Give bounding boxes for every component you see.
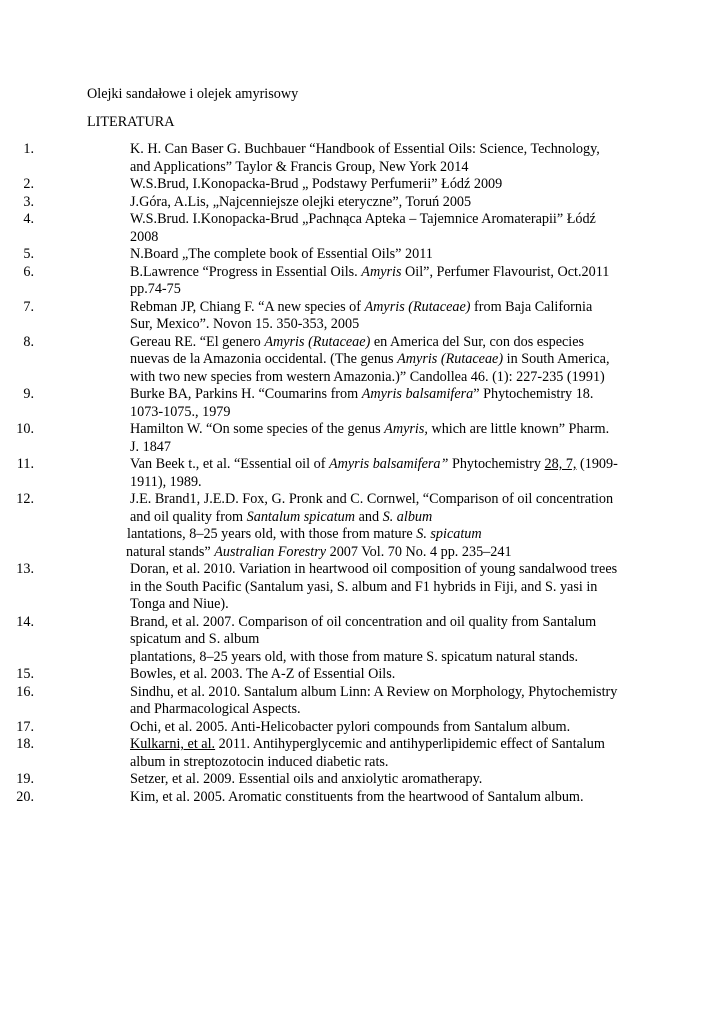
reference-number: 7. xyxy=(23,298,34,315)
reference-text: J. 1847 xyxy=(130,438,171,455)
species-name: Amyris, xyxy=(384,421,428,437)
reference-number: 2. xyxy=(23,176,34,192)
reference-text: from Baja California xyxy=(470,298,593,315)
reference-text: W.S.Brud. I.Konopacka-Brud „Pachnąca Apteka – Tajemnice Aromaterapii” Łódź xyxy=(130,211,596,227)
reference-text: ” Phytochemistry 18. xyxy=(473,386,594,402)
reference-number: 4. xyxy=(23,211,34,227)
reference-text: Setzer, et al. 2009. Essential oils and anxiolytic aromatherapy. xyxy=(130,771,483,787)
reference-line xyxy=(127,526,638,544)
reference-text: 1911), 1989. xyxy=(130,473,202,490)
species-name: S. album xyxy=(382,508,433,525)
reference-item xyxy=(0,771,638,789)
reference-text: and Applications” Taylor & Francis Group, New York 2014 xyxy=(130,158,469,175)
reference-item xyxy=(0,666,638,684)
reference-text: Tonga and Niue). xyxy=(130,596,229,612)
reference-line xyxy=(126,544,638,562)
reference-number: 15. xyxy=(16,666,34,682)
reference-item xyxy=(0,246,638,264)
reference-item xyxy=(0,299,638,334)
reference-item xyxy=(0,561,638,614)
reference-text: Rebman JP, Chiang F. “A new species of xyxy=(130,298,365,315)
reference-item xyxy=(0,684,638,719)
reference-text: in the South Pacific (Santalum yasi, S. album and F1 hybrids in Fiji, and S. yasi in xyxy=(130,578,598,595)
species-name: Amyris (Rutaceae) xyxy=(264,333,371,350)
reference-number: 12. xyxy=(16,491,34,507)
reference-text: spicatum and S. album xyxy=(130,631,260,647)
reference-text: J.E. Brand1, J.E.D. Fox, G. Pronk and C. Cornwel, “Comparison of oil concentration xyxy=(130,491,614,507)
reference-line xyxy=(130,421,638,439)
reference-number: 18. xyxy=(16,736,34,752)
reference-text: lantations, 8–25 years old, with those from mature xyxy=(127,526,417,542)
reference-number: 10. xyxy=(16,421,34,437)
reference-item xyxy=(0,211,638,246)
reference-text: Hamilton W. “On some species of the genus xyxy=(130,421,385,437)
reference-item xyxy=(0,141,638,176)
reference-item xyxy=(0,614,638,667)
reference-text: Sur, Mexico”. Novon 15. 350-353, 2005 xyxy=(130,316,360,332)
reference-item xyxy=(0,719,638,737)
document-title: Olejki sandałowe i olejek amyrisowy xyxy=(87,86,299,102)
reference-line xyxy=(130,299,638,317)
reference-text: W.S.Brud, I.Konopacka-Brud „ Podstawy Perfumerii” Łódź 2009 xyxy=(130,176,503,192)
reference-number: 6. xyxy=(23,263,34,280)
reference-number: 9. xyxy=(23,386,34,402)
species-name: Amyris balsamifera” xyxy=(328,456,449,472)
reference-item xyxy=(0,736,638,771)
reference-text: K. H. Can Baser G. Buchbauer “Handbook of Essential Oils: Science, Technology, xyxy=(130,141,600,157)
reference-text: Ochi, et al. 2005. Anti-Helicobacter pylori compounds from Santalum album. xyxy=(130,718,571,735)
reference-text: en America del Sur, con dos especies xyxy=(370,333,585,350)
reference-text: Phytochemistry xyxy=(448,456,545,472)
reference-item xyxy=(0,421,638,456)
reference-text: 2007 Vol. 70 No. 4 pp. 235–241 xyxy=(326,543,512,560)
reference-line xyxy=(130,456,638,474)
reference-line xyxy=(130,264,638,282)
section-heading: LITERATURA xyxy=(87,114,175,130)
reference-text: Gereau RE. “El genero xyxy=(130,333,265,350)
reference-text: in South America, xyxy=(503,351,610,367)
reference-line xyxy=(130,334,638,352)
reference-text: 2011. Antihyperglycemic and antihyperlipidemic effect of Santalum xyxy=(215,736,605,752)
reference-text: 2008 xyxy=(130,228,159,245)
volume-issue: 28, 7, xyxy=(544,456,577,472)
reference-number: 17. xyxy=(16,718,34,735)
reference-item xyxy=(0,789,638,807)
reference-text: N.Board „The complete book of Essential Oils” 2011 xyxy=(130,246,433,262)
reference-text: plantations, 8–25 years old, with those from mature S. spicatum natural stands. xyxy=(130,648,579,665)
reference-item xyxy=(0,456,638,491)
reference-number: 8. xyxy=(23,333,34,350)
reference-text: J.Góra, A.Lis, „Najcenniejsze olejki eteryczne”, Toruń 2005 xyxy=(130,193,472,210)
reference-text: and oil quality from xyxy=(130,508,247,525)
species-name: Amyris balsamifera xyxy=(361,386,474,402)
reference-item xyxy=(0,194,638,212)
reference-line xyxy=(130,386,638,404)
reference-number: 20. xyxy=(16,788,34,805)
reference-number: 13. xyxy=(16,561,34,577)
reference-text: B.Lawrence “Progress in Essential Oils. xyxy=(130,263,362,280)
reference-text: Burke BA, Parkins H. “Coumarins from xyxy=(130,386,362,402)
reference-text: Doran, et al. 2010. Variation in heartwood oil composition of young sandalwood trees xyxy=(130,561,618,577)
reference-text: (1909- xyxy=(576,456,618,472)
reference-text: album in streptozotocin induced diabetic rats. xyxy=(130,753,389,770)
reference-text: Kim, et al. 2005. Aromatic constituents from the heartwood of Santalum album. xyxy=(130,788,584,805)
reference-text: Bowles, et al. 2003. The A-Z of Essential Oils. xyxy=(130,666,396,682)
reference-item xyxy=(0,386,638,421)
reference-text: 1073-1075., 1979 xyxy=(130,403,231,420)
reference-line xyxy=(130,351,638,369)
reference-number: 3. xyxy=(23,193,34,210)
species-name: S. spicatum xyxy=(416,526,482,542)
author-link[interactable]: Kulkarni, et al. xyxy=(130,736,216,752)
reference-item xyxy=(0,334,638,387)
species-name: Santalum spicatum xyxy=(246,508,356,525)
reference-item xyxy=(0,264,638,299)
species-name: Amyris xyxy=(361,263,402,280)
journal-name: Australian Forestry xyxy=(214,543,327,560)
reference-text: pp.74-75 xyxy=(130,281,181,297)
reference-text: Oil”, Perfumer Flavourist, Oct.2011 xyxy=(401,263,610,280)
species-name: Amyris (Rutaceae) xyxy=(364,298,471,315)
reference-text: and Pharmacological Aspects. xyxy=(130,701,301,717)
reference-number: 1. xyxy=(23,141,34,157)
reference-text: Sindhu, et al. 2010. Santalum album Linn: A Review on Morphology, Phytochemistry xyxy=(130,683,618,700)
reference-number: 16. xyxy=(16,683,34,700)
reference-item xyxy=(0,491,638,561)
reference-number: 5. xyxy=(23,246,34,262)
reference-number: 14. xyxy=(16,613,34,630)
reference-text: Brand, et al. 2007. Comparison of oil concentration and oil quality from Santalum xyxy=(130,613,597,630)
reference-list xyxy=(0,141,725,806)
reference-line xyxy=(130,736,638,754)
reference-number: 11. xyxy=(16,456,34,472)
species-name: Amyris (Rutaceae) xyxy=(397,351,504,367)
reference-text: with two new species from western Amazonia.)” Candollea 46. (1): 227-235 (1991) xyxy=(130,368,605,385)
reference-text: Van Beek t., et al. “Essential oil of xyxy=(130,456,329,472)
reference-text: nuevas de la Amazonia occidental. (The genus xyxy=(130,351,398,367)
reference-text: natural stands” xyxy=(126,543,215,560)
reference-text: which are little known” Pharm. xyxy=(427,421,610,437)
reference-number: 19. xyxy=(16,771,34,787)
reference-line xyxy=(130,509,638,527)
reference-item xyxy=(0,176,638,194)
reference-text: and xyxy=(355,508,383,525)
